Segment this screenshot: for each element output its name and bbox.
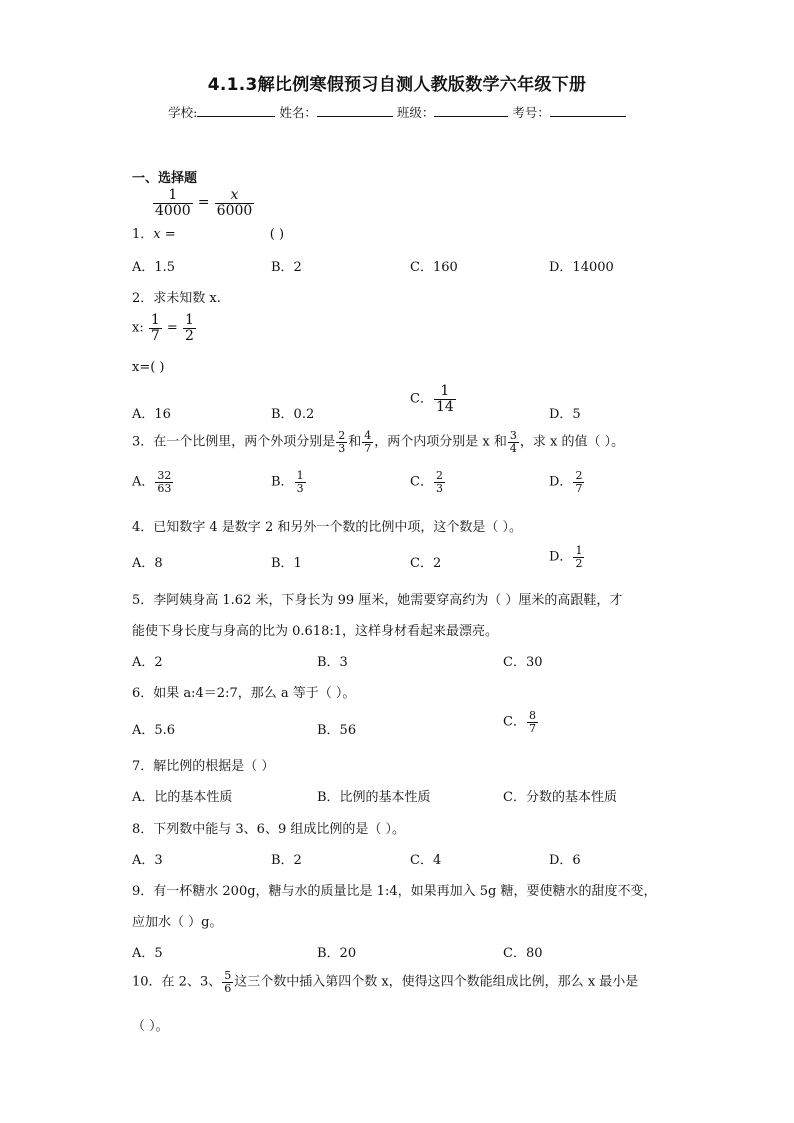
q2-option-b[interactable]: B．0.2: [271, 407, 315, 422]
q2-equation: x: $\frac{1}{7}$ = $\frac{1}{2}$: [132, 312, 194, 344]
class-blank[interactable]: [434, 104, 508, 117]
q8-option-a[interactable]: A．3: [132, 853, 163, 868]
school-blank[interactable]: [197, 104, 275, 117]
q2-option-d[interactable]: D．5: [549, 407, 581, 422]
q6-option-b[interactable]: B．56: [317, 723, 357, 738]
section-title: 一、选择题: [132, 171, 198, 186]
q9-stem-line2: 应加水（ ）g。: [132, 915, 223, 930]
q9-option-b[interactable]: B．20: [317, 946, 357, 961]
q9-option-c[interactable]: C．80: [503, 946, 543, 961]
q3-option-c[interactable]: C． $\frac{2}{3}$: [410, 469, 443, 495]
q2-option-a[interactable]: A．16: [132, 407, 171, 422]
student-info-line: [0, 103, 794, 121]
number-label: 考号：: [512, 105, 550, 120]
q8-option-c[interactable]: C．4: [410, 853, 442, 868]
q1-option-b[interactable]: B．2: [271, 260, 302, 275]
q1-equation: $\frac{1}{4000}$ = $\frac{x}{6000}$: [155, 187, 253, 219]
q4-option-a[interactable]: A．8: [132, 556, 163, 571]
q3-option-b[interactable]: B． $\frac{1}{3}$: [271, 469, 304, 495]
q4-stem: 4．已知数字 4 是数字 2 和另外一个数的比例中项，这个数是（ ）。: [132, 520, 522, 535]
q7-option-c[interactable]: C．分数的基本性质: [503, 790, 617, 805]
q6-option-a[interactable]: A．5.6: [132, 723, 176, 738]
q6-stem: 6．如果 a:4＝2:7，那么 a 等于（ ）。: [132, 686, 356, 701]
q5-option-a[interactable]: A．2: [132, 655, 163, 670]
q8-option-d[interactable]: D．6: [549, 853, 581, 868]
q1-option-d[interactable]: D．14000: [549, 260, 614, 275]
q5-stem-line1: 5．李阿姨身高 1.62 米，下身长为 99 厘米，她需要穿高约为（ ）厘米的高跟鞋，才: [132, 593, 623, 608]
q5-option-b[interactable]: B．3: [317, 655, 348, 670]
class-label: 班级：: [396, 105, 435, 120]
q3-option-d[interactable]: D． $\frac{2}{7}$: [549, 469, 583, 495]
q7-stem: 7．解比例的根据是（ ）: [132, 759, 275, 774]
q7-option-a[interactable]: A．比的基本性质: [132, 790, 233, 805]
q2-stem: 2．求未知数 x.: [132, 291, 221, 306]
number-blank[interactable]: [550, 104, 626, 117]
q5-stem-line2: 能使下身长度与身高的比为 0.618:1，这样身材看起来最漂亮。: [132, 624, 498, 639]
q2-answer-line: x=( ): [132, 360, 165, 375]
q2-option-c[interactable]: C． $\frac{1}{14}$: [410, 383, 454, 415]
q4-option-c[interactable]: C．2: [410, 556, 442, 571]
q5-option-c[interactable]: C．30: [503, 655, 543, 670]
q9-stem-line1: 9．有一杯糖水 200g，糖与水的质量比是 1:4，如果再加入 5g 糖，要使糖水的甜度不变，: [132, 884, 657, 899]
q1-option-c[interactable]: C．160: [410, 260, 458, 275]
q9-option-a[interactable]: A．5: [132, 946, 163, 961]
q10-stem-line2: （ ）。: [132, 1019, 169, 1034]
q3-stem: 3．在一个比例里，两个外项分别是 $\frac{2}{3}$ 和 $\frac{4}{7}$ ，两个内项分别是 x 和 $\frac{3}{4}$ ，求 x 的值（ ）。: [132, 429, 625, 455]
name-blank[interactable]: [317, 104, 393, 117]
q6-option-c[interactable]: C． $\frac{8}{7}$: [503, 709, 536, 735]
q4-option-d[interactable]: D． $\frac{1}{2}$: [549, 544, 583, 570]
page-title: 4.1.3解比例寒假预习自测人教版数学六年级下册: [207, 75, 587, 95]
q8-stem: 8．下列数中能与 3、6、9 组成比例的是（ ）。: [132, 822, 405, 837]
name-label: 姓名：: [279, 105, 317, 120]
q3-option-a[interactable]: A． $\frac{32}{63}$: [132, 469, 172, 495]
q10-stem-line1: 10．在 2、3、 $\frac{5}{6}$ 这三个数中插入第四个数 x，使得这四个数能组成比例，那么 x 最小是: [132, 969, 639, 995]
q1-option-a[interactable]: A．1.5: [132, 260, 176, 275]
q1-frac-left: $\frac{1}{4000}$: [155, 187, 191, 219]
school-label: 学校:: [168, 105, 198, 120]
q4-option-b[interactable]: B．1: [271, 556, 302, 571]
q1-frac-right: $\frac{x}{6000}$: [216, 187, 253, 219]
q8-option-b[interactable]: B．2: [271, 853, 302, 868]
q1-stem: 1．x = ( ): [132, 227, 285, 242]
q7-option-b[interactable]: B．比例的基本性质: [317, 790, 431, 805]
